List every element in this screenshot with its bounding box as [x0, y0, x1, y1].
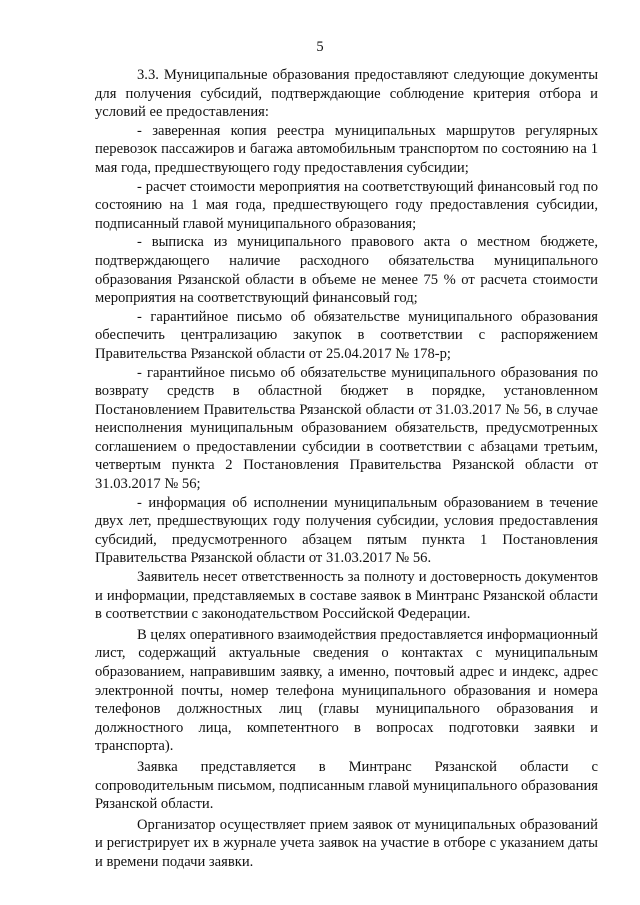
- list-item-procurement-guarantee: - гарантийное письмо об обязательстве муниципального образования обеспечить централизацию закупок в соответствии с распоряжением Правительства Рязанской области от 25.04.2017 № 178-р;: [95, 308, 598, 362]
- paragraph-organizer-registration: Организатор осуществляет прием заявок от муниципальных образований и регистрирует их в журнале учета заявок на участие в отборе с указанием даты и времени подачи заявки.: [95, 816, 598, 870]
- list-item-cost-calculation: - расчет стоимости мероприятия на соответствующий финансовый год по состоянию на 1 мая года, предшествующего году предоставления субсидии, подписанный главой муниципального образования;: [95, 178, 598, 232]
- document-body: [95, 66, 598, 872]
- list-item-route-registry: - заверенная копия реестра муниципальных маршрутов регулярных перевозок пассажиров и багажа автомобильным транспортом по состоянию на 1 мая года, предшествующего году предоставления субсидии;: [95, 122, 598, 176]
- paragraph-applicant-responsibility: Заявитель несет ответственность за полноту и достоверность документов и информации, представляемых в составе заявок в Минтранс Рязанской области в соответствии с законодательством Российской Федерации.: [95, 569, 598, 623]
- list-item-execution-info: - информация об исполнении муниципальным образованием в течение двух лет, предшествующих году получения субсидии, условия предоставления субсидий, предусмотренного абзацем пятым пункта 1 Постановления Правительства Рязанской области от 31.03.2017 № 56.: [95, 494, 598, 567]
- paragraph-3-3-intro: 3.3. Муниципальные образования предоставляют следующие документы для получения субсидий, подтверждающие соблюдение критерия отбора и условий ее предоставления:: [95, 67, 598, 121]
- paragraph-information-sheet: В целях оперативного взаимодействия предоставляется информационный лист, содержащий актуальные сведения о контактах с муниципальным образованием, направившим заявку, а именно, почтовый адрес и индекс, адрес электронной почты, номер телефона муниципального образования и номера телефонов должностных лиц (главы муниципального образования и должностного лица, компетентного в вопросах подготовки заявки и транспорта).: [95, 626, 598, 755]
- paragraph-application-submission: Заявка представляется в Минтранс Рязанской области с сопроводительным письмом, подписанным главой муниципального образования Рязанской области.: [95, 758, 598, 813]
- page-number: 5: [316, 39, 324, 55]
- list-item-budget-extract: - выписка из муниципального правового акта о местном бюджете, подтверждающего наличие расходного обязательства муниципального образования Рязанской области в объеме не менее 75 % от расчета стоимости мероприятия на соответствующий финансовый год;: [95, 234, 598, 307]
- list-item-refund-guarantee: - гарантийное письмо об обязательстве муниципального образования по возврату средств в областной бюджет в порядке, установленном Постановлением Правительства Рязанской области от 31.03.2017 № 56, в случае неисполнения муниципальным образованием обязательств, предусмотренных соглашением о предоставлении субсидии в соответствии с абзацами третьим, четвертым пункта 2 Постановления Правительства Рязанской области от 31.03.2017 № 56;: [95, 364, 598, 493]
